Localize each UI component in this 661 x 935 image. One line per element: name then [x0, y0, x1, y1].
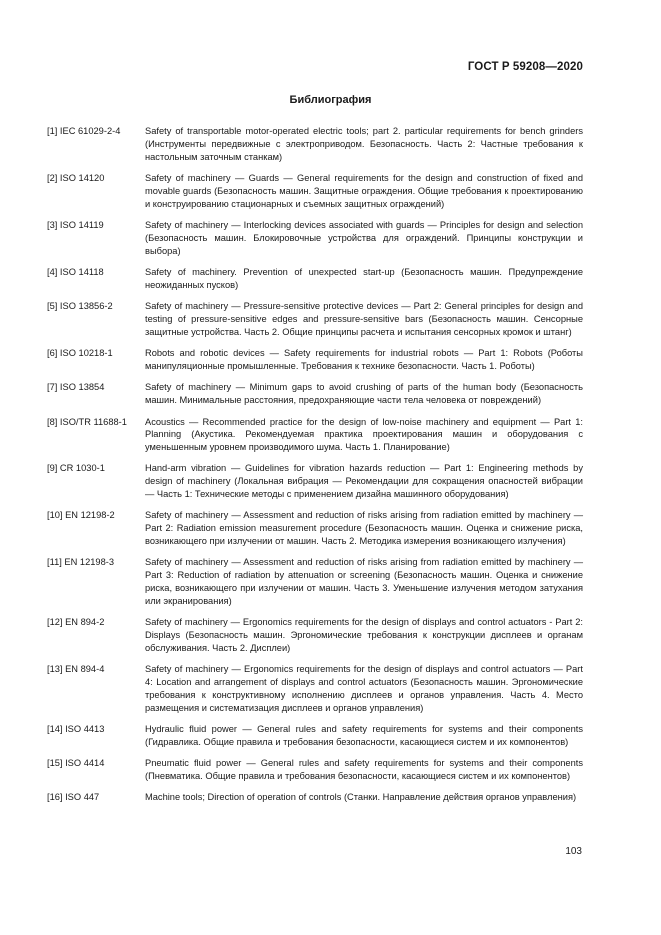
- entry-reference: [7] ISO 13854: [47, 382, 105, 393]
- entry-reference: [13] EN 894-4: [47, 664, 105, 675]
- bibliography-list: [47, 125, 583, 813]
- entry-reference: [8] ISO/TR 11688-1: [47, 416, 127, 427]
- bibliography-entry: [47, 125, 583, 163]
- bibliography-entry: [47, 416, 583, 454]
- page-title: Библиография: [289, 94, 372, 106]
- entry-text: Safety of machinery — Pressure-sensitive protective devices — Part 2: General principles for design and testing of pressure-sensitive edges and pressure-sensitive bars (Безопасность машин. Сенсорные защитные устройства. Часть 2. Общие принципы расчета и испытания сенсорных кромок и штанг): [145, 301, 583, 337]
- bibliography-entry: [47, 462, 583, 500]
- entry-reference: [2] ISO 14120: [47, 172, 105, 183]
- entry-reference: [16] ISO 447: [47, 792, 100, 803]
- entry-text: Safety of machinery — Assessment and reduction of risks arising from radiation emitted by machinery — Part 2: Radiation emission measurement procedure (Безопасность машин. Оценка и снижение риска, возникающего при излучении от машин. Часть 2. Методика измерения возникающего излучения): [145, 510, 583, 547]
- entry-text: Safety of machinery — Guards — General requirements for the design and construction of fixed and movable guards (Безопасность машин. Защитные ограждения. Общие требования к проектированию и конструированию стационарных и съемных защитных ограждений): [145, 172, 583, 209]
- entry-reference: [6] ISO 10218-1: [47, 348, 113, 359]
- entry-text: Acoustics — Recommended practice for the design of low-noise machinery and equipment — Part 1: Planning (Акустика. Рекомендуемая практика проектирования машин и оборудования с уменьшенным уровнем производимого шума. Часть 1. Планирование): [145, 416, 583, 453]
- entry-reference: [4] ISO 14118: [47, 266, 104, 277]
- entry-text: Robots and robotic devices — Safety requirements for industrial robots — Part 1: Robots (Роботы манипуляционные промышленные. Требования к технике безопасности. Часть 1. Роботы): [145, 348, 583, 371]
- bibliography-entry: [47, 509, 583, 547]
- bibliography-entry: [47, 723, 583, 749]
- entry-text: Safety of machinery — Minimum gaps to avoid crushing of parts of the human body (Безопасность машин. Минимальные расстояния, предохраняющие части тела человека от повреждений): [145, 382, 583, 406]
- entry-reference: [5] ISO 13856-2: [47, 301, 113, 312]
- entry-reference: [10] EN 12198-2: [47, 510, 115, 521]
- entry-text: Safety of machinery. Prevention of unexpected start-up (Безопасность машин. Предупреждение неожиданных пусков): [145, 266, 583, 290]
- bibliography-entry: [47, 791, 583, 804]
- entry-text: Pneumatic fluid power — General rules and safety requirements for systems and their components (Пневматика. Общие правила и требования безопасности, касающиеся систем и их компонентов): [145, 758, 583, 781]
- bibliography-entry: [47, 172, 583, 210]
- entry-reference: [14] ISO 4413: [47, 724, 105, 734]
- entry-text: Safety of machinery — Ergonomics requirements for the design of displays and control actuators — Part 4: Location and arrangement of displays and control actuators (Безопасность машин. Эргономические требования к конструктивному исполнению дисплеев и органов управления. Часть 4. Место размещения и систематизация дисплеев и органов управления): [145, 664, 583, 713]
- bibliography-entry: [47, 757, 583, 783]
- bibliography-entry: [47, 381, 583, 407]
- entry-text: Safety of machinery — Interlocking devices associated with guards — Principles for design and selection (Безопасность машин. Блокировочные устройства для ограждений. Принципы конструкции и выбора): [145, 219, 583, 256]
- entry-reference: [12] EN 894-2: [47, 617, 105, 628]
- entry-text: Hand-arm vibration — Guidelines for vibration hazards reduction — Part 1: Engineering methods by design of machinery (Локальная вибрация — Рекомендации для сокращения опасностей вибрации — Часть 1: Технические методы с применением дизайна машинного оборудования): [145, 463, 583, 500]
- bibliography-entry: [47, 300, 583, 338]
- entry-text: Safety of machinery — Assessment and reduction of risks arising from radiation emitted by machinery — Part 3: Reduction of radiation by attenuation or screening (Безопасность машин. Оценка и снижение риска, возникающего при излучении от машин. Часть 3. Уменьшение излучения методом затухания или экранирования): [145, 557, 583, 606]
- entry-text: Safety of transportable motor-operated electric tools; part 2. particular requirements for bench grinders (Инструменты передвижные с электроприводом. Безопасность. Часть 2: Частные требования к настольным заточным станкам): [145, 126, 583, 162]
- bibliography-entry: [47, 219, 583, 257]
- entry-reference: [3] ISO 14119: [47, 219, 104, 230]
- entry-reference: [9] CR 1030-1: [47, 463, 105, 474]
- entry-text: Safety of machinery — Ergonomics requirements for the design of displays and control actuators - Part 2: Displays (Безопасность машин. Эргономические требования к конструкции дисплеев и органам обслуживания. Часть 2. Дисплеи): [145, 617, 583, 653]
- bibliography-entry: [47, 616, 583, 654]
- entry-text: Machine tools; Direction of operation of controls (Станки. Направление действия органов управления): [145, 792, 577, 803]
- document-code: ГОСТ Р 59208—2020: [467, 61, 583, 73]
- entry-reference: [15] ISO 4414: [47, 758, 105, 769]
- page-number: 103: [565, 846, 582, 857]
- entry-reference: [11] EN 12198-3: [47, 557, 115, 568]
- bibliography-entry: [47, 347, 583, 373]
- bibliography-entry: [47, 663, 583, 714]
- bibliography-entry: [47, 556, 583, 607]
- entry-text: Hydraulic fluid power — General rules and safety requirements for systems and their components (Гидравлика. Общие правила и требования безопасности, касающиеся систем и их компонентов): [145, 724, 583, 747]
- entry-reference: [1] IEC 61029-2-4: [47, 126, 121, 136]
- bibliography-entry: [47, 266, 583, 292]
